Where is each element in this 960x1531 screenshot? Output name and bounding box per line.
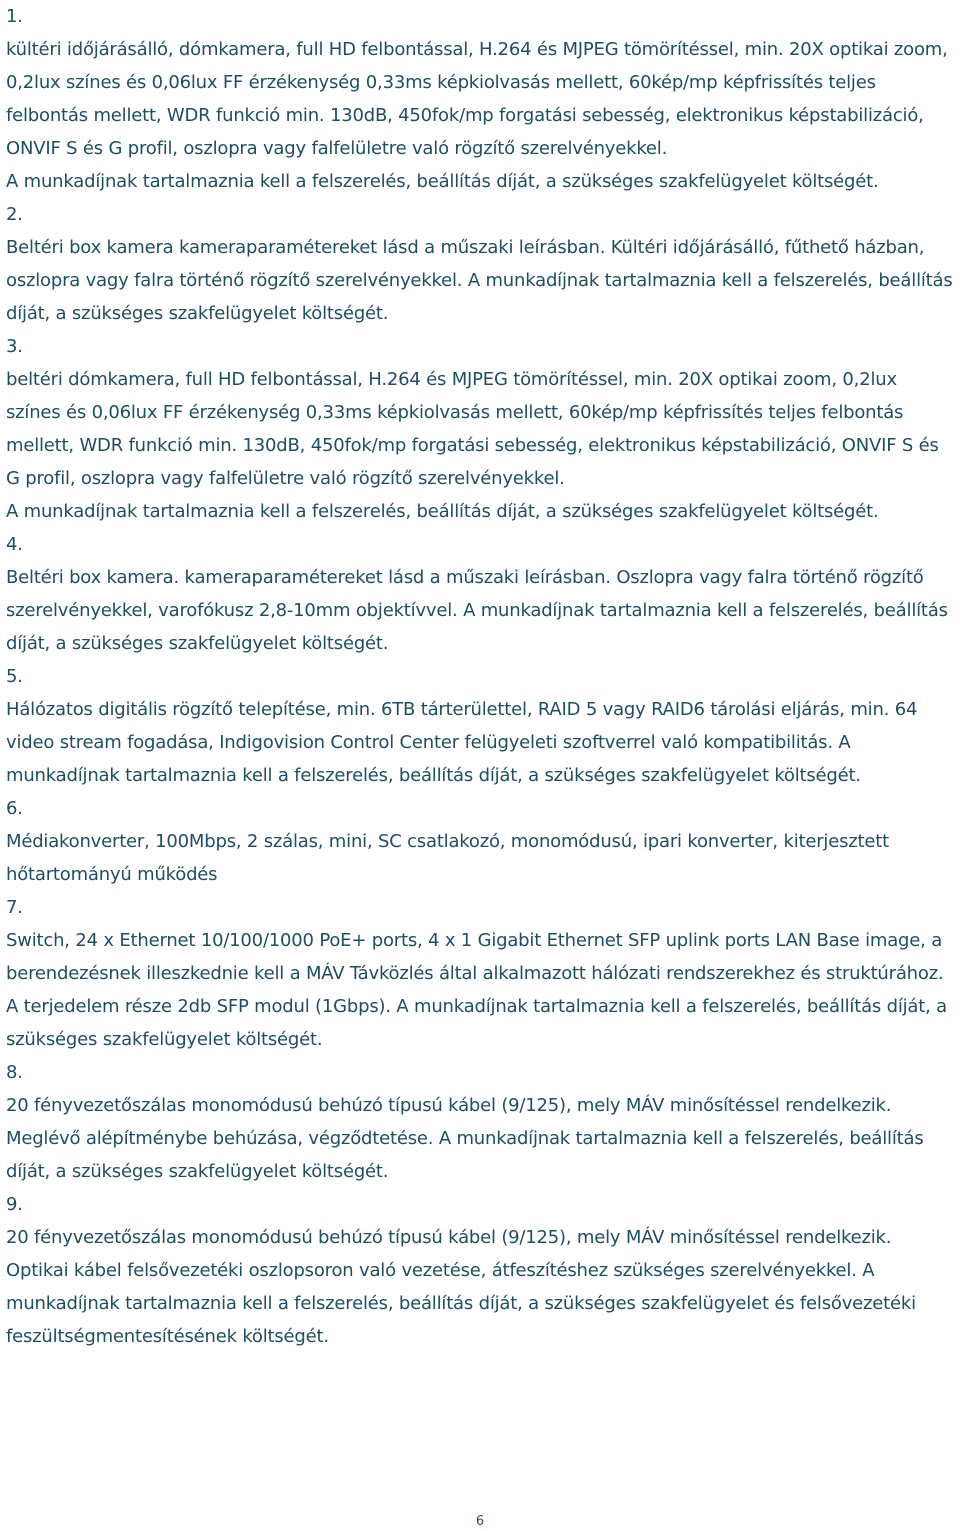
page-number: 6 [475,1514,485,1529]
item-paragraph: A munkadíjnak tartalmaznia kell a felszerelés, beállítás díját, a szükséges szakfelügyelet költségét. [6,501,879,522]
list-item [6,330,956,528]
item-number: 8. [6,1062,23,1083]
item-paragraph: kültéri időjárásálló, dómkamera, full HD felbontással, H.264 és MJPEG tömörítéssel, min. 20X optikai zoom, 0,2lux színes és 0,06lux FF érzékenység 0,33ms képkiolvasás mellett, 60kép/mp képfrissítés teljes felbontás mellett, WDR funkció min. 130dB, 450fok/mp forgatási sebesség, elektronikus képstabilizáció, ONVIF S és G profil, oszlopra vagy falfelületre való rögzítő szerelvényekkel. [6,39,948,159]
list-item [6,792,956,891]
item-number: 4. [6,534,23,555]
item-number: 9. [6,1194,23,1215]
list-item [6,660,956,792]
item-number: 5. [6,666,23,687]
list-item [6,1188,956,1353]
item-paragraph: 20 fényvezetőszálas monomódusú behúzó típusú kábel (9/125), mely MÁV minősítéssel rendelkezik. Meglévő alépítménybe behúzása, végződtetése. A munkadíjnak tartalmaznia kell a felszerelés, beállítás díját, a szükséges szakfelügyelet költségét. [6,1095,924,1182]
list-item [6,528,956,660]
item-number: 3. [6,336,23,357]
item-paragraph: Hálózatos digitális rögzítő telepítése, min. 6TB tárterülettel, RAID 5 vagy RAID6 tárolási eljárás, min. 64 video stream fogadása, Indigovision Control Center felügyeleti szoftverrel való kompatibilitás. A munkadíjnak tartalmaznia kell a felszerelés, beállítás díját, a szükséges szakfelügyelet költségét. [6,699,918,786]
item-number: 1. [6,6,23,27]
item-paragraph: A munkadíjnak tartalmaznia kell a felszerelés, beállítás díját, a szükséges szakfelügyelet költségét. [6,171,879,192]
item-paragraph: Beltéri box kamera kameraparamétereket lásd a műszaki leírásban. Kültéri időjárásálló, fűthető házban, oszlopra vagy falra történő rögzítő szerelvényekkel. A munkadíjnak tartalmaznia kell a felszerelés, beállítás díját, a szükséges szakfelügyelet költségét. [6,237,953,324]
item-number: 7. [6,897,23,918]
item-number: 2. [6,204,23,225]
item-paragraph: beltéri dómkamera, full HD felbontással, H.264 és MJPEG tömörítéssel, min. 20X optikai zoom, 0,2lux színes és 0,06lux FF érzékenység 0,33ms képkiolvasás mellett, 60kép/mp képfrissítés teljes felbontás mellett, WDR funkció min. 130dB, 450fok/mp forgatási sebesség, elektronikus képstabilizáció, ONVIF S és G profil, oszlopra vagy falfelületre való rögzítő szerelvényekkel. [6,369,939,489]
item-paragraph: Switch, 24 x Ethernet 10/100/1000 PoE+ ports, 4 x 1 Gigabit Ethernet SFP uplink ports LAN Base image, a berendezésnek illeszkednie kell a MÁV Távközlés által alkalmazott hálózati rendszerekhez és struktúrához. A terjedelem része 2db SFP modul (1Gbps). A munkadíjnak tartalmaznia kell a felszerelés, beállítás díját, a szükséges szakfelügyelet költségét. [6,930,947,1050]
item-number: 6. [6,798,23,819]
item-paragraph: Beltéri box kamera. kameraparamétereket lásd a műszaki leírásban. Oszlopra vagy falra történő rögzítő szerelvényekkel, varofókusz 2,8-10mm objektívvel. A munkadíjnak tartalmaznia kell a felszerelés, beállítás díját, a szükséges szakfelügyelet költségét. [6,567,948,654]
item-paragraph: Médiakonverter, 100Mbps, 2 szálas, mini, SC csatlakozó, monomódusú, ipari konverter, kiterjesztett hőtartományú működés [6,831,889,885]
list-item [6,891,956,1056]
item-paragraph: 20 fényvezetőszálas monomódusú behúzó típusú kábel (9/125), mely MÁV minősítéssel rendelkezik. Optikai kábel felsővezetéki oszlopsoron való vezetése, átfeszítéshez szükséges szerelvényekkel. A munkadíjnak tartalmaznia kell a felszerelés, beállítás díját, a szükséges szakfelügyelet és felsővezetéki feszültségmentesítésének költségét. [6,1227,916,1347]
document-body [6,0,956,1353]
list-item [6,198,956,330]
list-item [6,1056,956,1188]
list-item [6,0,956,198]
